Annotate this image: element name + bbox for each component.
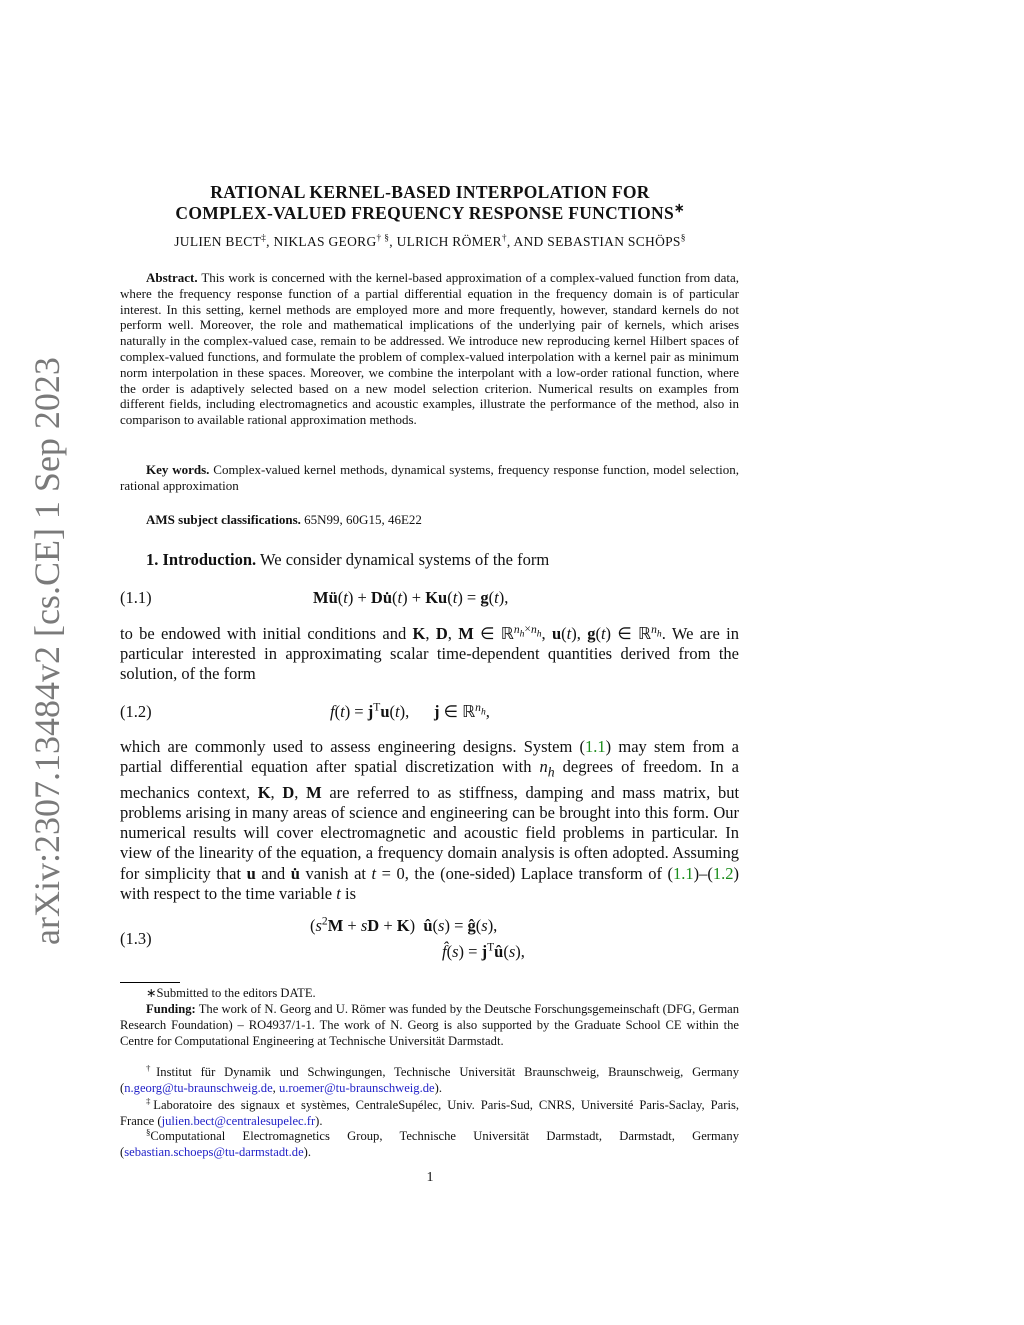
- author-name: NIKLAS GEORG: [273, 234, 377, 249]
- equation-reference[interactable]: 1.2: [712, 863, 734, 883]
- keywords-text: Complex-valued kernel methods, dynamical systems, frequency response function, model selection, rational approximation: [120, 462, 739, 493]
- equation-expression: $f(t) = j^Tu(t)$, j ∈ ℝ$^{n_h}$,: [330, 701, 490, 721]
- email-link[interactable]: n.georg@tu-braunschweig.de: [124, 1080, 273, 1095]
- abstract-text: This work is concerned with the kernel-based approximation of a complex-valued function from data, where the frequency response function of a partial differential equation in the frequency domain is of particular interest. In this setting, kernel methods are employed more and more frequently, however, standard kernels do not perform well. Moreover, the role and mathematical implications of the underlying pair of kernels, which arises naturally in the complex-valued case, remain to be addressed. We introduce new reproducing kernel Hilbert spaces of complex-valued functions, and formulate the problem of complex-valued interpolation with a kernel pair as minimum norm interpolation in these spaces. Moreover, we combine the interpolant with a low-order rational function, where the order is adaptively selected based on a new model selection criterion. Numerical results on examples from different fields, including electromagnetics and acoustic examples, illustrate the performance of the method, also in comparison to available rational approximation methods.: [120, 270, 740, 428]
- equation-1-2: [120, 702, 739, 724]
- keywords: [120, 462, 739, 494]
- footnote-affiliation-1: †Institut für Dynamik und Schwingungen, Technische Universität Braunschweig, Braunschweig, Germany (n.georg@tu-braunschweig.de, u.roemer@tu-braunschweig.de).: [120, 1062, 739, 1095]
- equation-number: (1.1): [120, 588, 152, 607]
- title-line-1: RATIONAL KERNEL-BASED INTERPOLATION FOR: [210, 182, 650, 202]
- section-heading: 1. Introduction.: [146, 550, 257, 569]
- intro-lead: We consider dynamical systems of the form: [260, 550, 550, 569]
- author-mark: † §: [376, 233, 390, 244]
- intro-heading-paragraph: [120, 550, 739, 570]
- intro-paragraph-1: to be endowed with initial conditions and K, D, M ∈ ℝ$^{n_h\times n_h}$, u(t), g(t) ∈ ℝ$^{n_h}$. We are in particular interested in approximating scalar time-dependent quantities derived from the solution, of the form: [120, 623, 739, 684]
- equation-expression: Mü(t) + Du̇(t) + Ku(t) = g(t),: [313, 588, 509, 607]
- email-link[interactable]: julien.bect@centralesupelec.fr: [161, 1113, 316, 1128]
- ams-classification: [120, 512, 739, 528]
- ams-label: AMS subject classifications.: [146, 512, 301, 527]
- paper-title: [110, 182, 750, 224]
- equation-1-3: [120, 916, 739, 966]
- author-mark: †: [501, 233, 507, 244]
- arxiv-identifier: arXiv:2307.13484v2 [cs.CE] 1 Sep 2023: [27, 357, 67, 945]
- author-name: ULRICH RÖMER: [396, 234, 502, 249]
- abstract: [120, 270, 739, 428]
- equation-reference[interactable]: 1.1: [673, 863, 694, 883]
- page-number: 1: [426, 1170, 434, 1185]
- title-line-2: COMPLEX-VALUED FREQUENCY RESPONSE FUNCTIONS∗: [175, 201, 685, 223]
- title-footnote-mark: ∗: [674, 201, 685, 216]
- footnote-funding: Funding: The work of N. Georg and U. Römer was funded by the Deutsche Forschungsgemeinschaft (DFG, German Research Foundation) – RO4937/1-1. The work of N. Georg is also supported by the Graduate School CE within the Centre for Computational Engineering at Technische Universität Darmstadt.: [120, 1002, 740, 1048]
- keywords-label: Key words.: [146, 462, 210, 477]
- intro-paragraph-2: which are commonly used to assess engineering designs. System (1.1) may stem from a partial differential equation after spatial discretization with $n_h$ degrees of freedom. In a mechanics context, K, D, M are referred to as stiffness, damping and mass matrix, but problems arising in many areas of science and engineering can be brought into this form. Our numerical results will cover electromagnetic and acoustic field problems in particular. In view of the linearity of the equation, a frequency domain analysis is often adopted. Assuming for simplicity that u and u̇ vanish at t = 0, the (one-sided) Laplace transform of (1.1)–(1.2) with respect to the time variable t is: [120, 737, 740, 903]
- equation-1-1: [120, 588, 739, 610]
- equation-expression-line-2: f̂(s) = $j^Tû(s)$,: [442, 941, 525, 961]
- footnote-rule: [120, 982, 180, 983]
- equation-number: (1.3): [120, 929, 152, 948]
- email-link[interactable]: u.roemer@tu-braunschweig.de: [278, 1080, 435, 1095]
- equation-reference[interactable]: 1.1: [585, 737, 606, 756]
- author-list: JULIEN BECT‡, NIKLAS GEORG† §, ULRICH RÖMER†, AND SEBASTIAN SCHÖPS§: [174, 233, 686, 249]
- equation-number: (1.2): [120, 702, 152, 721]
- equation-expression-line-1: ($s^2M$ + sD + K) û(s) = ĝ(s),: [310, 915, 498, 935]
- author-mark: §: [680, 233, 686, 244]
- footnote-affiliation-3: §Computational Electromagnetics Group, Technische Universität Darmstadt, Darmstadt, Germany (sebastian.schoeps@tu-darmstadt.de).: [120, 1126, 739, 1159]
- email-link[interactable]: sebastian.schoeps@tu-darmstadt.de: [124, 1144, 304, 1159]
- ams-text: 65N99, 60G15, 46E22: [304, 512, 422, 527]
- author-name: SEBASTIAN SCHÖPS: [547, 234, 681, 249]
- author-mark: ‡: [261, 233, 267, 244]
- author-name: JULIEN BECT: [174, 234, 262, 249]
- funding-label: Funding:: [146, 1002, 196, 1016]
- footnote-submitted: ∗Submitted to the editors DATE.: [146, 986, 316, 1000]
- abstract-label: Abstract.: [146, 270, 198, 285]
- footnote-affiliation-2: ‡Laboratoire des signaux et systèmes, CentraleSupélec, Univ. Paris-Sud, CNRS, Université Paris-Saclay, Paris, France (julien.bect@centralesupelec.fr).: [120, 1095, 739, 1128]
